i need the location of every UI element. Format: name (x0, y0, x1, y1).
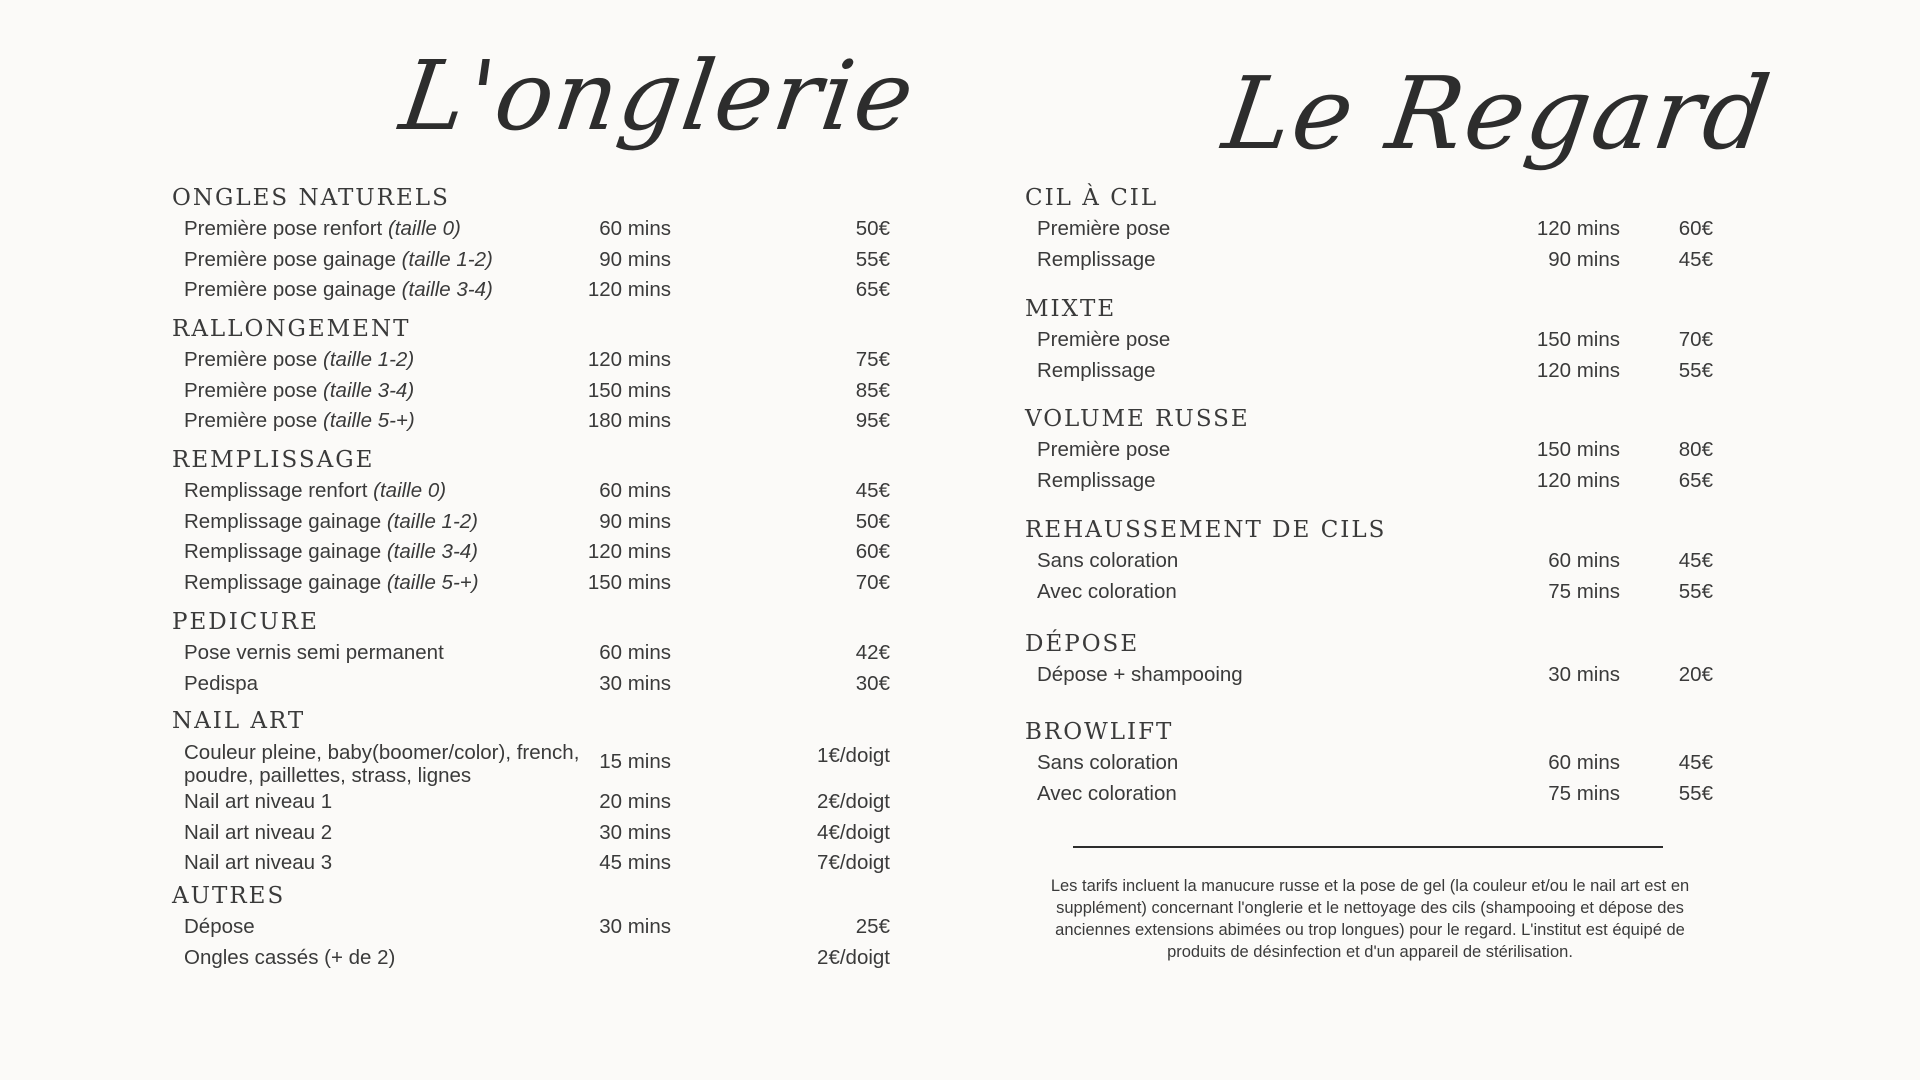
service-duration: 150 mins (1536, 438, 1620, 461)
service-duration: 60 mins (599, 217, 671, 240)
service-price: 4€/doigt (817, 820, 890, 844)
section-remplissage (172, 444, 902, 598)
section-autres (172, 880, 902, 973)
service-name: Nail art niveau 3 (184, 851, 333, 874)
service-duration: 75 mins (1548, 579, 1620, 603)
service-name: Dépose (184, 915, 255, 938)
service-name: Ongles cassés (+ de 2) (184, 945, 396, 969)
section-pedicure (172, 606, 902, 699)
service-name: Remplissage gainage (taille 5-+) (184, 570, 479, 594)
price-row (1037, 660, 1715, 691)
service-name: Première pose (taille 1-2) (184, 348, 415, 371)
service-duration: 150 mins (587, 570, 671, 594)
section-title: PEDICURE (172, 609, 319, 635)
service-price: 45€ (1678, 247, 1713, 271)
section-rallongement (172, 313, 902, 437)
service-price: 55€ (1678, 579, 1713, 603)
service-price: 2€/doigt (817, 790, 890, 813)
section-volume-russe (1025, 403, 1715, 496)
price-row (184, 943, 902, 974)
section-depose (1025, 628, 1715, 691)
service-price: 70€ (1678, 328, 1713, 351)
section-mixte (1025, 293, 1715, 386)
section-title: ONGLES NATURELS (172, 185, 450, 211)
service-duration: 120 mins (1536, 468, 1620, 492)
service-duration: 30 mins (599, 915, 671, 938)
service-name: Avec coloration (1037, 579, 1177, 603)
service-name: Première pose gainage (taille 3-4) (184, 278, 493, 301)
service-name: Première pose (taille 3-4) (184, 378, 415, 402)
price-row (1037, 779, 1715, 810)
service-duration: 30 mins (599, 820, 671, 844)
service-name: Couleur pleine, baby(boomer/color), french, poudre, paillettes, strass, lignes (184, 741, 580, 787)
service-duration: 120 mins (587, 540, 671, 563)
service-price: 60€ (855, 540, 890, 563)
service-price: 45€ (1678, 751, 1713, 774)
section-rehaussement-de-cils (1025, 514, 1715, 607)
price-row (184, 638, 902, 669)
service-name: Remplissage (1037, 468, 1156, 492)
service-duration: 150 mins (587, 378, 671, 402)
service-price: 55€ (1678, 781, 1713, 805)
service-price: 55€ (855, 247, 890, 271)
price-row (184, 476, 902, 507)
pricing-note: Les tarifs incluent la manucure russe et la pose de gel (la couleur et/ou le nail art est en supplément) concernant l'onglerie et le nettoyage des cils (shampooing et dépose des anciennes extensions abimées ou trop longues) pour le regard. L'institut est équipé de produits de désinfection et d'un appareil de stérilisation. (1050, 877, 1690, 961)
service-duration: 75 mins (1548, 781, 1620, 805)
service-name: Pose vernis semi permanent (184, 641, 444, 664)
price-row (184, 848, 902, 879)
section-title: CIL À CIL (1025, 185, 1159, 211)
price-row (184, 214, 902, 245)
price-row (184, 737, 902, 787)
service-price: 95€ (855, 409, 890, 432)
service-duration: 120 mins (587, 348, 671, 371)
service-duration: 45 mins (599, 851, 671, 874)
service-name: Première pose (1037, 328, 1171, 351)
service-name: Première pose (taille 5-+) (184, 409, 415, 432)
service-name: Sans coloration (1037, 549, 1179, 572)
service-duration: 180 mins (587, 409, 671, 432)
service-name: Première pose renfort (taille 0) (184, 217, 461, 240)
price-row (1037, 748, 1715, 779)
service-price: 42€ (855, 641, 890, 664)
service-duration: 30 mins (1548, 663, 1620, 686)
price-row (1037, 466, 1715, 497)
section-title: REHAUSSEMENT DE CILS (1025, 517, 1387, 543)
service-price: 1€/doigt (817, 744, 890, 767)
service-duration: 60 mins (1548, 751, 1620, 774)
section-title: MIXTE (1025, 296, 1117, 322)
service-name: Première pose (1037, 217, 1171, 240)
section-ongles-naturels (172, 182, 902, 306)
divider (1073, 846, 1663, 848)
service-name: Avec coloration (1037, 781, 1177, 805)
service-duration: 30 mins (599, 671, 671, 695)
service-duration: 120 mins (1536, 217, 1620, 240)
service-price: 55€ (1678, 358, 1713, 382)
price-row (184, 376, 902, 407)
service-duration: 60 mins (1548, 549, 1620, 572)
price-row (1037, 435, 1715, 466)
section-title: VOLUME RUSSE (1025, 406, 1250, 432)
price-row (1037, 356, 1715, 387)
service-duration: 90 mins (1548, 247, 1620, 271)
section-browlift (1025, 716, 1715, 809)
onglerie-title: L'onglerie (394, 40, 923, 152)
regard-title: Le Regard (1216, 55, 1779, 172)
service-duration: 90 mins (599, 247, 671, 271)
service-price: 25€ (855, 915, 890, 938)
price-row (184, 787, 902, 818)
service-name: Pedispa (184, 671, 259, 695)
service-name: Dépose + shampooing (1037, 663, 1243, 686)
service-duration: 120 mins (1536, 358, 1620, 382)
price-row (184, 345, 902, 376)
service-name: Première pose gainage (taille 1-2) (184, 247, 493, 271)
service-duration: 120 mins (587, 278, 671, 301)
price-row (1037, 577, 1715, 608)
service-price: 50€ (855, 217, 890, 240)
service-name: Remplissage gainage (taille 1-2) (184, 509, 478, 533)
section-title: AUTRES (172, 883, 286, 909)
service-price: 85€ (855, 378, 890, 402)
service-name: Remplissage gainage (taille 3-4) (184, 540, 478, 563)
price-row (1037, 214, 1715, 245)
service-price: 70€ (855, 570, 890, 594)
service-price: 20€ (1678, 663, 1713, 686)
section-nail-art (172, 705, 902, 879)
price-row (1037, 546, 1715, 577)
price-row (184, 669, 902, 700)
service-price: 2€/doigt (817, 945, 890, 969)
service-duration: 150 mins (1536, 328, 1620, 351)
section-cil-a-cil (1025, 182, 1715, 275)
service-price: 50€ (855, 509, 890, 533)
service-duration: 60 mins (599, 641, 671, 664)
service-price: 45€ (1678, 549, 1713, 572)
section-title: RALLONGEMENT (172, 316, 411, 342)
price-row (184, 245, 902, 276)
service-price: 60€ (1678, 217, 1713, 240)
service-duration: 90 mins (599, 509, 671, 533)
service-name: Sans coloration (1037, 751, 1179, 774)
price-row (184, 507, 902, 538)
service-name: Première pose (1037, 438, 1171, 461)
service-price: 45€ (855, 479, 890, 502)
service-name: Nail art niveau 2 (184, 820, 333, 844)
service-price: 75€ (855, 348, 890, 371)
service-duration: 20 mins (599, 790, 671, 813)
price-row (1037, 325, 1715, 356)
price-row (184, 537, 902, 568)
service-price: 65€ (1678, 468, 1713, 492)
service-name: Nail art niveau 1 (184, 790, 333, 813)
price-row (184, 275, 902, 306)
price-row (184, 912, 902, 943)
service-duration: 15 mins (599, 750, 671, 773)
service-price: 7€/doigt (817, 851, 890, 874)
price-row (184, 818, 902, 849)
service-name: Remplissage renfort (taille 0) (184, 479, 447, 502)
section-title: REMPLISSAGE (172, 447, 375, 473)
service-duration: 60 mins (599, 479, 671, 502)
service-price: 30€ (855, 671, 890, 695)
price-row (1037, 245, 1715, 276)
service-name: Remplissage (1037, 247, 1156, 271)
service-price: 80€ (1678, 438, 1713, 461)
price-row (184, 406, 902, 437)
section-title: DÉPOSE (1025, 631, 1140, 657)
section-title: BROWLIFT (1025, 719, 1174, 745)
service-price: 65€ (855, 278, 890, 301)
section-title: NAIL ART (172, 708, 306, 734)
service-name: Remplissage (1037, 358, 1156, 382)
price-row (184, 568, 902, 599)
